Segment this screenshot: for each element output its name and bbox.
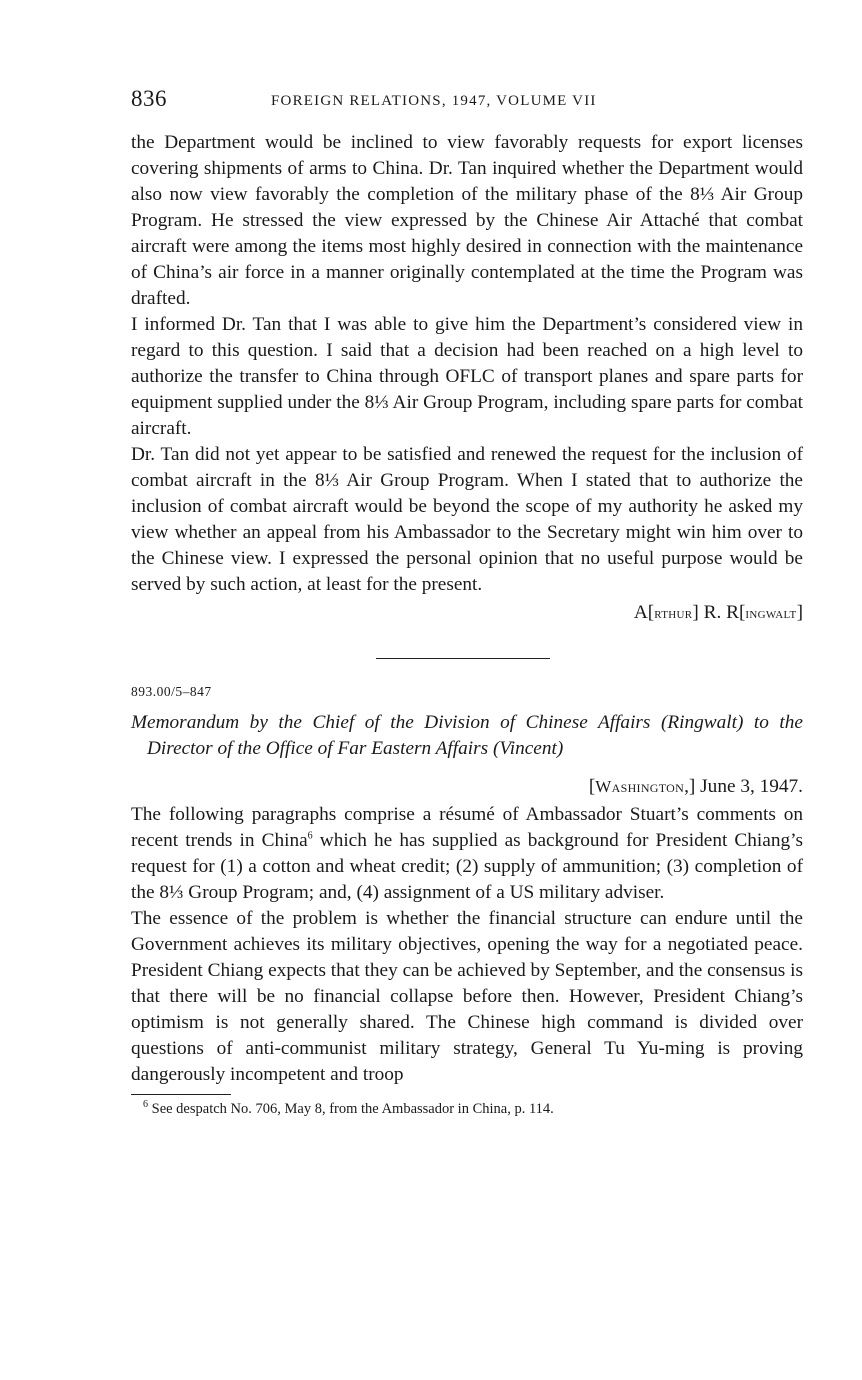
memo-title: Memorandum by the Chief of the Division of Chinese Affairs (Ringwalt) to the Director of the Office of Far Eastern Affairs (Vincent)	[131, 712, 803, 759]
paragraph-essence: The essence of the problem is whether the financial structure can endure until the Government achieves its military objectives, opening the way for a negotiated peace. President Chiang expects that they can be achieved by September, and the consensus is that there will be no financial collapse before then. However, President Chiang’s optimism is not generally shared. The Chinese high command is divided over questions of anti-communist military strategy, General Tu Yu-ming is proving dangerously incompetent and troop	[131, 908, 803, 1085]
dateline-place: Washington	[595, 777, 685, 796]
paragraph-dr-tan-text: Dr. Tan did not yet appear to be satisfied and renewed the request for the inclusion of combat aircraft in the 8⅓ Air Group Program. When I stated that to authorize the inclusion of combat aircraft would be beyond the scope of my authority he asked my view whether an appeal from his Ambassador to the Secretary might win him over to the Chinese view. I expressed the personal opinion that no useful purpose would be served by such action, at least for the present.	[131, 444, 803, 595]
page-header	[131, 86, 803, 120]
dateline	[131, 774, 803, 800]
signature-middle: ] R. R[	[692, 602, 746, 623]
section-divider	[376, 658, 550, 659]
footnote	[131, 1099, 803, 1119]
paragraph-resume-after: which he has supplied as background for President Chiang’s request for (1) a cotton and wheat credit; (2) supply of ammunition; (3) completion of the 8⅓ Group Program; and, (4) assignment of a US military adviser.	[131, 830, 803, 903]
dateline-open: [	[588, 776, 596, 797]
paragraph-continuation: the Department would be inclined to view favorably requests for export licenses covering shipments of arms to China. Dr. Tan inquired whether the Department would also now view favorably the completion of the military phase of the 8⅓ Air Group Program. He stressed the view expressed by the Chinese Air Attaché that combat aircraft were among the items most highly desired in connection with the maintenance of China’s air force in a manner originally contemplated at the time the Program was drafted.	[131, 132, 803, 309]
paragraph-informed	[131, 312, 803, 442]
file-reference: 893.00/5–847	[131, 684, 212, 699]
document-page	[131, 86, 803, 1119]
paragraph-informed-text: I informed Dr. Tan that I was able to give him the Department’s considered view in regard to this question. I said that a decision had been reached on a high level to authorize the transfer to China through OFLC of transport planes and spare parts for equipment supplied under the 8⅓ Air Group Program, including spare parts for combat aircraft.	[131, 314, 803, 439]
dateline-rest: ,] June 3, 1947.	[684, 776, 803, 797]
footnote-marker: 6	[143, 1099, 148, 1111]
footnote-text: See despatch No. 706, May 8, from the Ambassador in China, p. 114.	[148, 1101, 554, 1117]
paragraph-resume-before: The following paragraphs comprise a résumé of Ambassador Stuart’s comments on recent trends in China	[131, 804, 803, 851]
page-number: 836	[131, 86, 167, 111]
footnote-reference[interactable]: 6	[307, 830, 313, 842]
footnote-rule	[131, 1094, 231, 1095]
running-title: FOREIGN RELATIONS, 1947, VOLUME VII	[271, 93, 597, 109]
signature-last-rest: ingwalt	[745, 605, 797, 622]
signature-first-initial: A[	[633, 602, 655, 623]
signature-first-rest: rthur	[654, 605, 693, 622]
signature-close: ]	[796, 602, 803, 623]
signature	[131, 600, 803, 627]
paragraph-resume	[131, 802, 803, 906]
paragraph-dr-tan	[131, 442, 803, 598]
